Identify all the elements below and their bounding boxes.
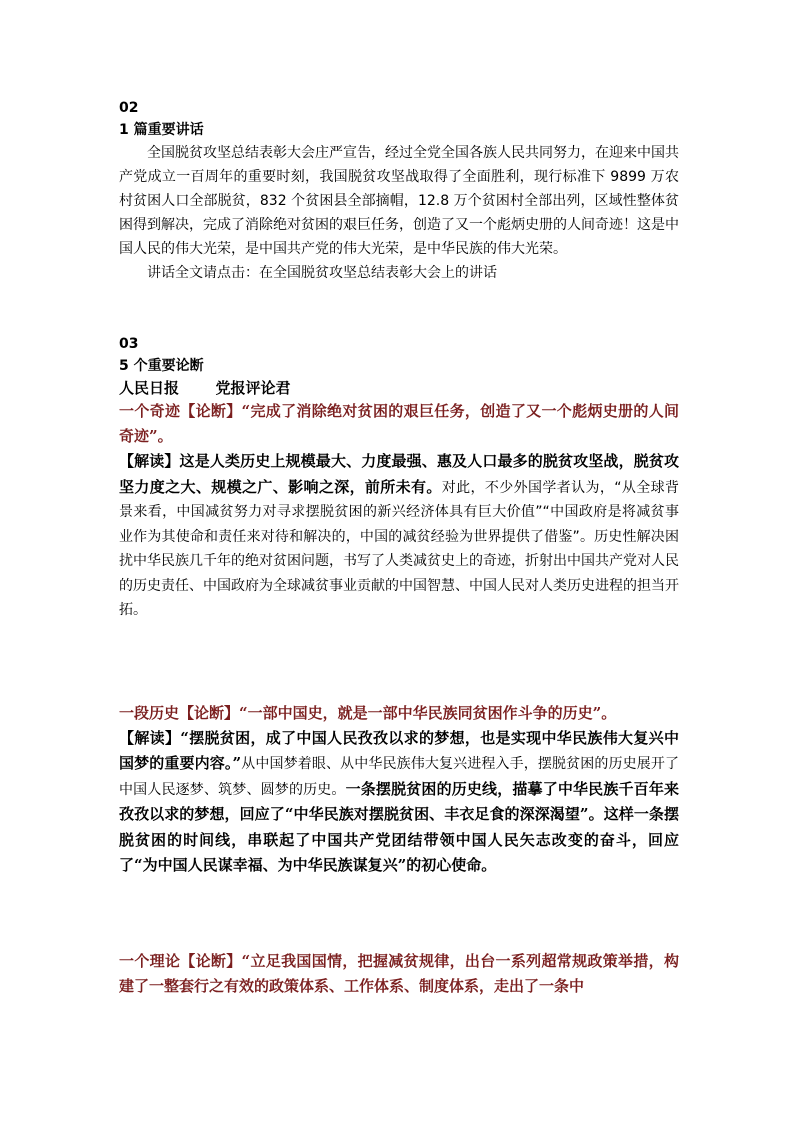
interpretation-2-bold-2: 一条摆脱贫困的历史线，描摹了中华民族千百年来孜孜以求的梦想，回应了“中华民族对摆脱贫困、丰衣足食的深深渴望”。这样一条摆脱贫困的时间线，串联起了中国共产党团结带领中国人民矢志改变的奋斗，回应了“为中国人民谋幸福、为中华民族谋复兴”的初心使命。 — [119, 779, 679, 874]
section-3-number: 03 — [119, 336, 139, 352]
section-3-title: 5 个重要论断 — [119, 358, 204, 374]
spacer — [119, 879, 679, 949]
document-page — [119, 97, 679, 999]
section-2-title: 1 篇重要讲话 — [119, 122, 204, 138]
interpretation-2 — [119, 726, 679, 879]
speech-paragraph: 全国脱贫攻坚总结表彰大会庄严宣告，经过全党全国各族人民共同努力，在迎来中国共产党成立一百周年的重要时刻，我国脱贫攻坚战取得了全面胜利，现行标准下 9899 万农村贫困人口全部脱贫，832 个贫困县全部摘帽，12.8 万个贫困村全部出列，区域性整体贫困得到解决，完成了消除绝对贫困的艰巨任务，创造了又一个彪炳史册的人间奇迹！这是中国人民的伟大光荣，是中国共产党的伟大光荣，是中华民族的伟大光荣。 — [119, 145, 679, 257]
interpretation-1 — [119, 449, 679, 623]
interpretation-2-text: 从中国梦着眼、从中华民族伟大复兴进程入手，摆脱贫困的历史展开了中国人民逐梦、筑梦、圆梦的历史。 — [119, 756, 680, 798]
interpretation-1-bold: 【解读】这是人类历史上规模最大、力度最强、惠及人口最多的脱贫攻坚战，脱贫攻坚力度之大、规模之广、影响之深，前所未有。 — [119, 452, 679, 496]
spacer — [119, 623, 679, 701]
section-2-number: 02 — [119, 100, 139, 116]
judgment-1: 一个奇迹【论断】“完成了消除绝对贫困的艰巨任务，创造了又一个彪炳史册的人间奇迹”。 — [119, 402, 679, 445]
source-line: 人民日报 党报评论君 — [119, 379, 291, 397]
judgment-2: 一段历史【论断】“一部中国史，就是一部中华民族同贫困作斗争的历史”。 — [119, 703, 617, 722]
interpretation-1-text: 对此，不少外国学者认为，“从全球背景来看，中国减贫努力对寻求摆脱贫困的新兴经济体具有巨大价值”“中国政府是将减贫事业作为其使命和责任来对待和解决的，中国的减贫经验为世界提供了借鉴”。历史性解决困扰中华民族几千年的绝对贫困问题，书写了人类减贫史上的奇迹，折射出中国共产党对人民的历史责任、中国政府为全球减贫事业贡献的中国智慧、中国人民对人类历史进程的担当开拓。 — [119, 479, 679, 618]
interpretation-2-bold: 【解读】“摆脱贫困，成了中国人民孜孜以求的梦想，也是实现中华民族伟大复兴中国梦的重要内容。” — [119, 728, 679, 772]
spacer — [119, 285, 679, 333]
judgment-3: 一个理论【论断】“立足我国国情，把握减贫规律，出台一系列超常规政策举措，构建了一整套行之有效的政策体系、工作体系、制度体系，走出了一条中 — [119, 951, 679, 995]
speech-link-line[interactable]: 讲话全文请点击：在全国脱贫攻坚总结表彰大会上的讲话 — [147, 265, 497, 281]
